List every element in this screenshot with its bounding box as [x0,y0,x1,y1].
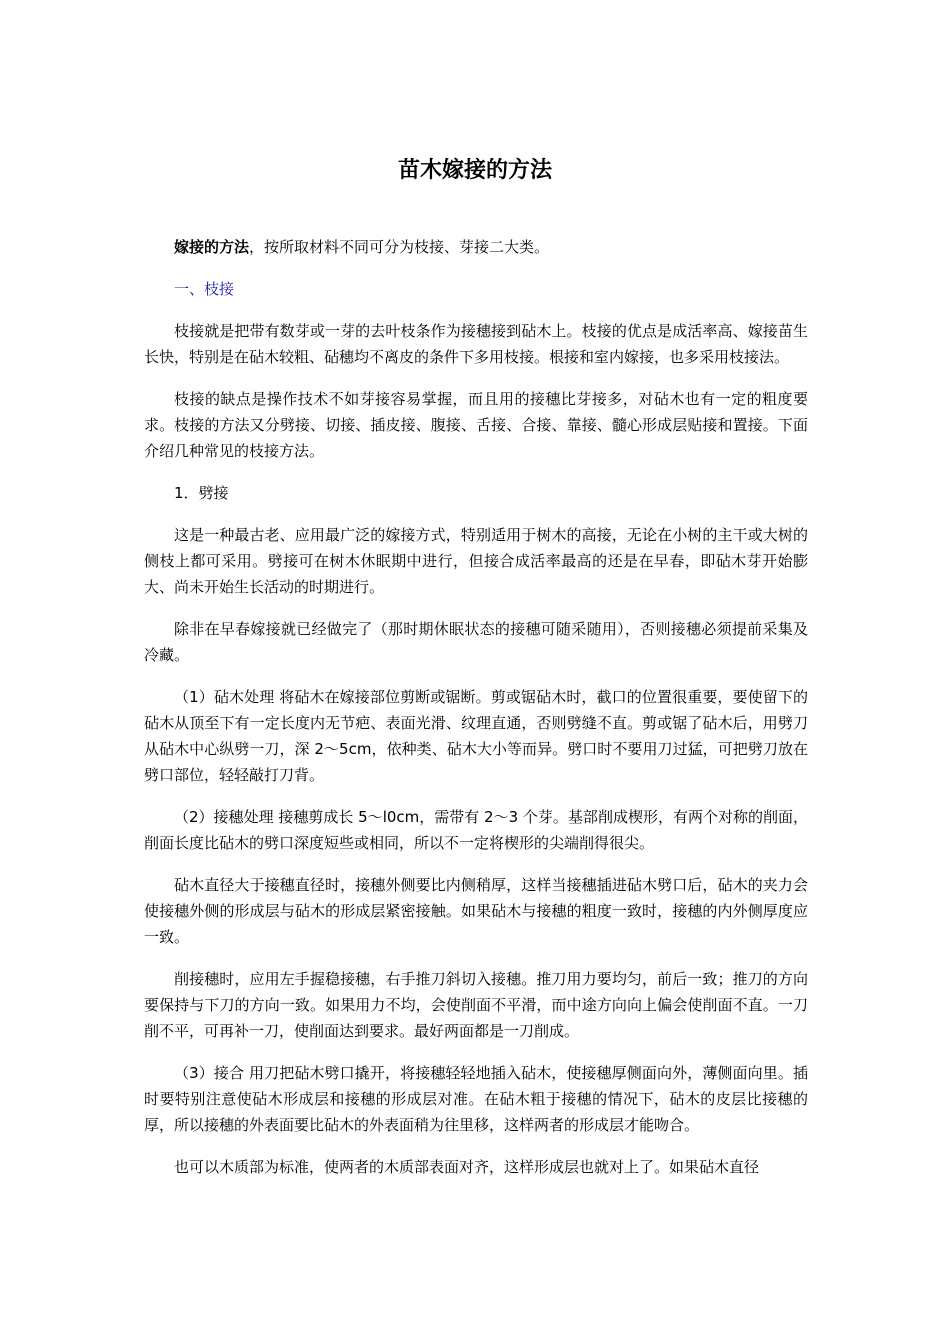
paragraph-9: （3）接合 用刀把砧木劈口撬开，将接穗轻轻地插入砧木，使接穗厚侧面向外，薄侧面向里。插时要特别注意使砧木形成层和接穗的形成层对准。在砧木粗于接穗的情况下，砧木的皮层比接穗的厚，所以接穗的外表面要比砧木的外表面稍为往里移，这样两者的形成层才能吻合。 [144,1064,808,1134]
intro-rest: ，按所取材料不同可分为枝接、芽接二大类。 [249,238,550,256]
intro-bold: 嫁接的方法 [174,238,250,256]
paragraph-8: 削接穗时，应用左手握稳接穗，右手推刀斜切入接穗。推刀用力要均匀，前后一致；推刀的方向要保持与下刀的方向一致。如果用力不均，会使削面不平滑，而中途方向向上偏会使削面不直。一刀削不平，可再补一刀，使削面达到要求。最好两面都是一刀削成。 [144,970,808,1040]
paragraph-3: 这是一种最古老、应用最广泛的嫁接方式，特别适用于树木的高接，无论在小树的主干或大树的侧枝上都可采用。劈接可在树木休眠期中进行，但接合成活率最高的还是在早春，即砧木芽开始膨大、尚未开始生长活动的时期进行。 [144,526,808,596]
document-body [144,234,808,1196]
paragraph-5: （1）砧木处理 将砧木在嫁接部位剪断或锯断。剪或锯砧木时，截口的位置很重要，要使留下的砧木从顶至下有一定长度内无节疤、表面光滑、纹理直通，否则劈缝不直。剪或锯了砧木后，用劈刀从砧木中心纵劈一刀，深 2～5cm，依种类、砧木大小等而异。劈口时不要用刀过猛，可把劈刀放在劈口部位，轻轻敲打刀背。 [144,688,808,784]
intro-paragraph [144,234,808,260]
paragraph-4: 除非在早春嫁接就已经做完了（那时期休眠状态的接穗可随采随用），否则接穗必须提前采集及冷藏。 [144,620,808,664]
subheading-cleft-graft: 1．劈接 [174,484,229,502]
section-heading-grafting: 一、枝接 [174,280,235,298]
paragraph-2: 枝接的缺点是操作技术不如芽接容易掌握，而且用的接穗比芽接多，对砧木也有一定的粗度要求。枝接的方法又分劈接、切接、插皮接、腹接、舌接、合接、靠接、髓心形成层贴接和置接。下面介绍几种常见的枝接方法。 [144,390,808,460]
paragraph-1: 枝接就是把带有数芽或一芽的去叶枝条作为接穗接到砧木上。枝接的优点是成活率高、嫁接苗生长快，特别是在砧木较粗、砧穗均不离皮的条件下多用枝接。根接和室内嫁接，也多采用枝接法。 [144,322,808,366]
paragraph-6: （2）接穗处理 接穗剪成长 5～l0cm，需带有 2～3 个芽。基部削成楔形，有两个对称的削面，削面长度比砧木的劈口深度短些或相同，所以不一定将楔形的尖端削得很尖。 [144,808,808,852]
paragraph-7: 砧木直径大于接穗直径时，接穗外侧要比内侧稍厚，这样当接穗插进砧木劈口后，砧木的夹力会使接穗外侧的形成层与砧木的形成层紧密接触。如果砧木与接穗的粗度一致时，接穗的内外侧厚度应一致。 [144,876,808,946]
document-title: 苗木嫁接的方法 [397,158,552,183]
paragraph-10: 也可以木质部为标准，使两者的木质部表面对齐，这样形成层也就对上了。如果砧木直径 [174,1158,760,1176]
